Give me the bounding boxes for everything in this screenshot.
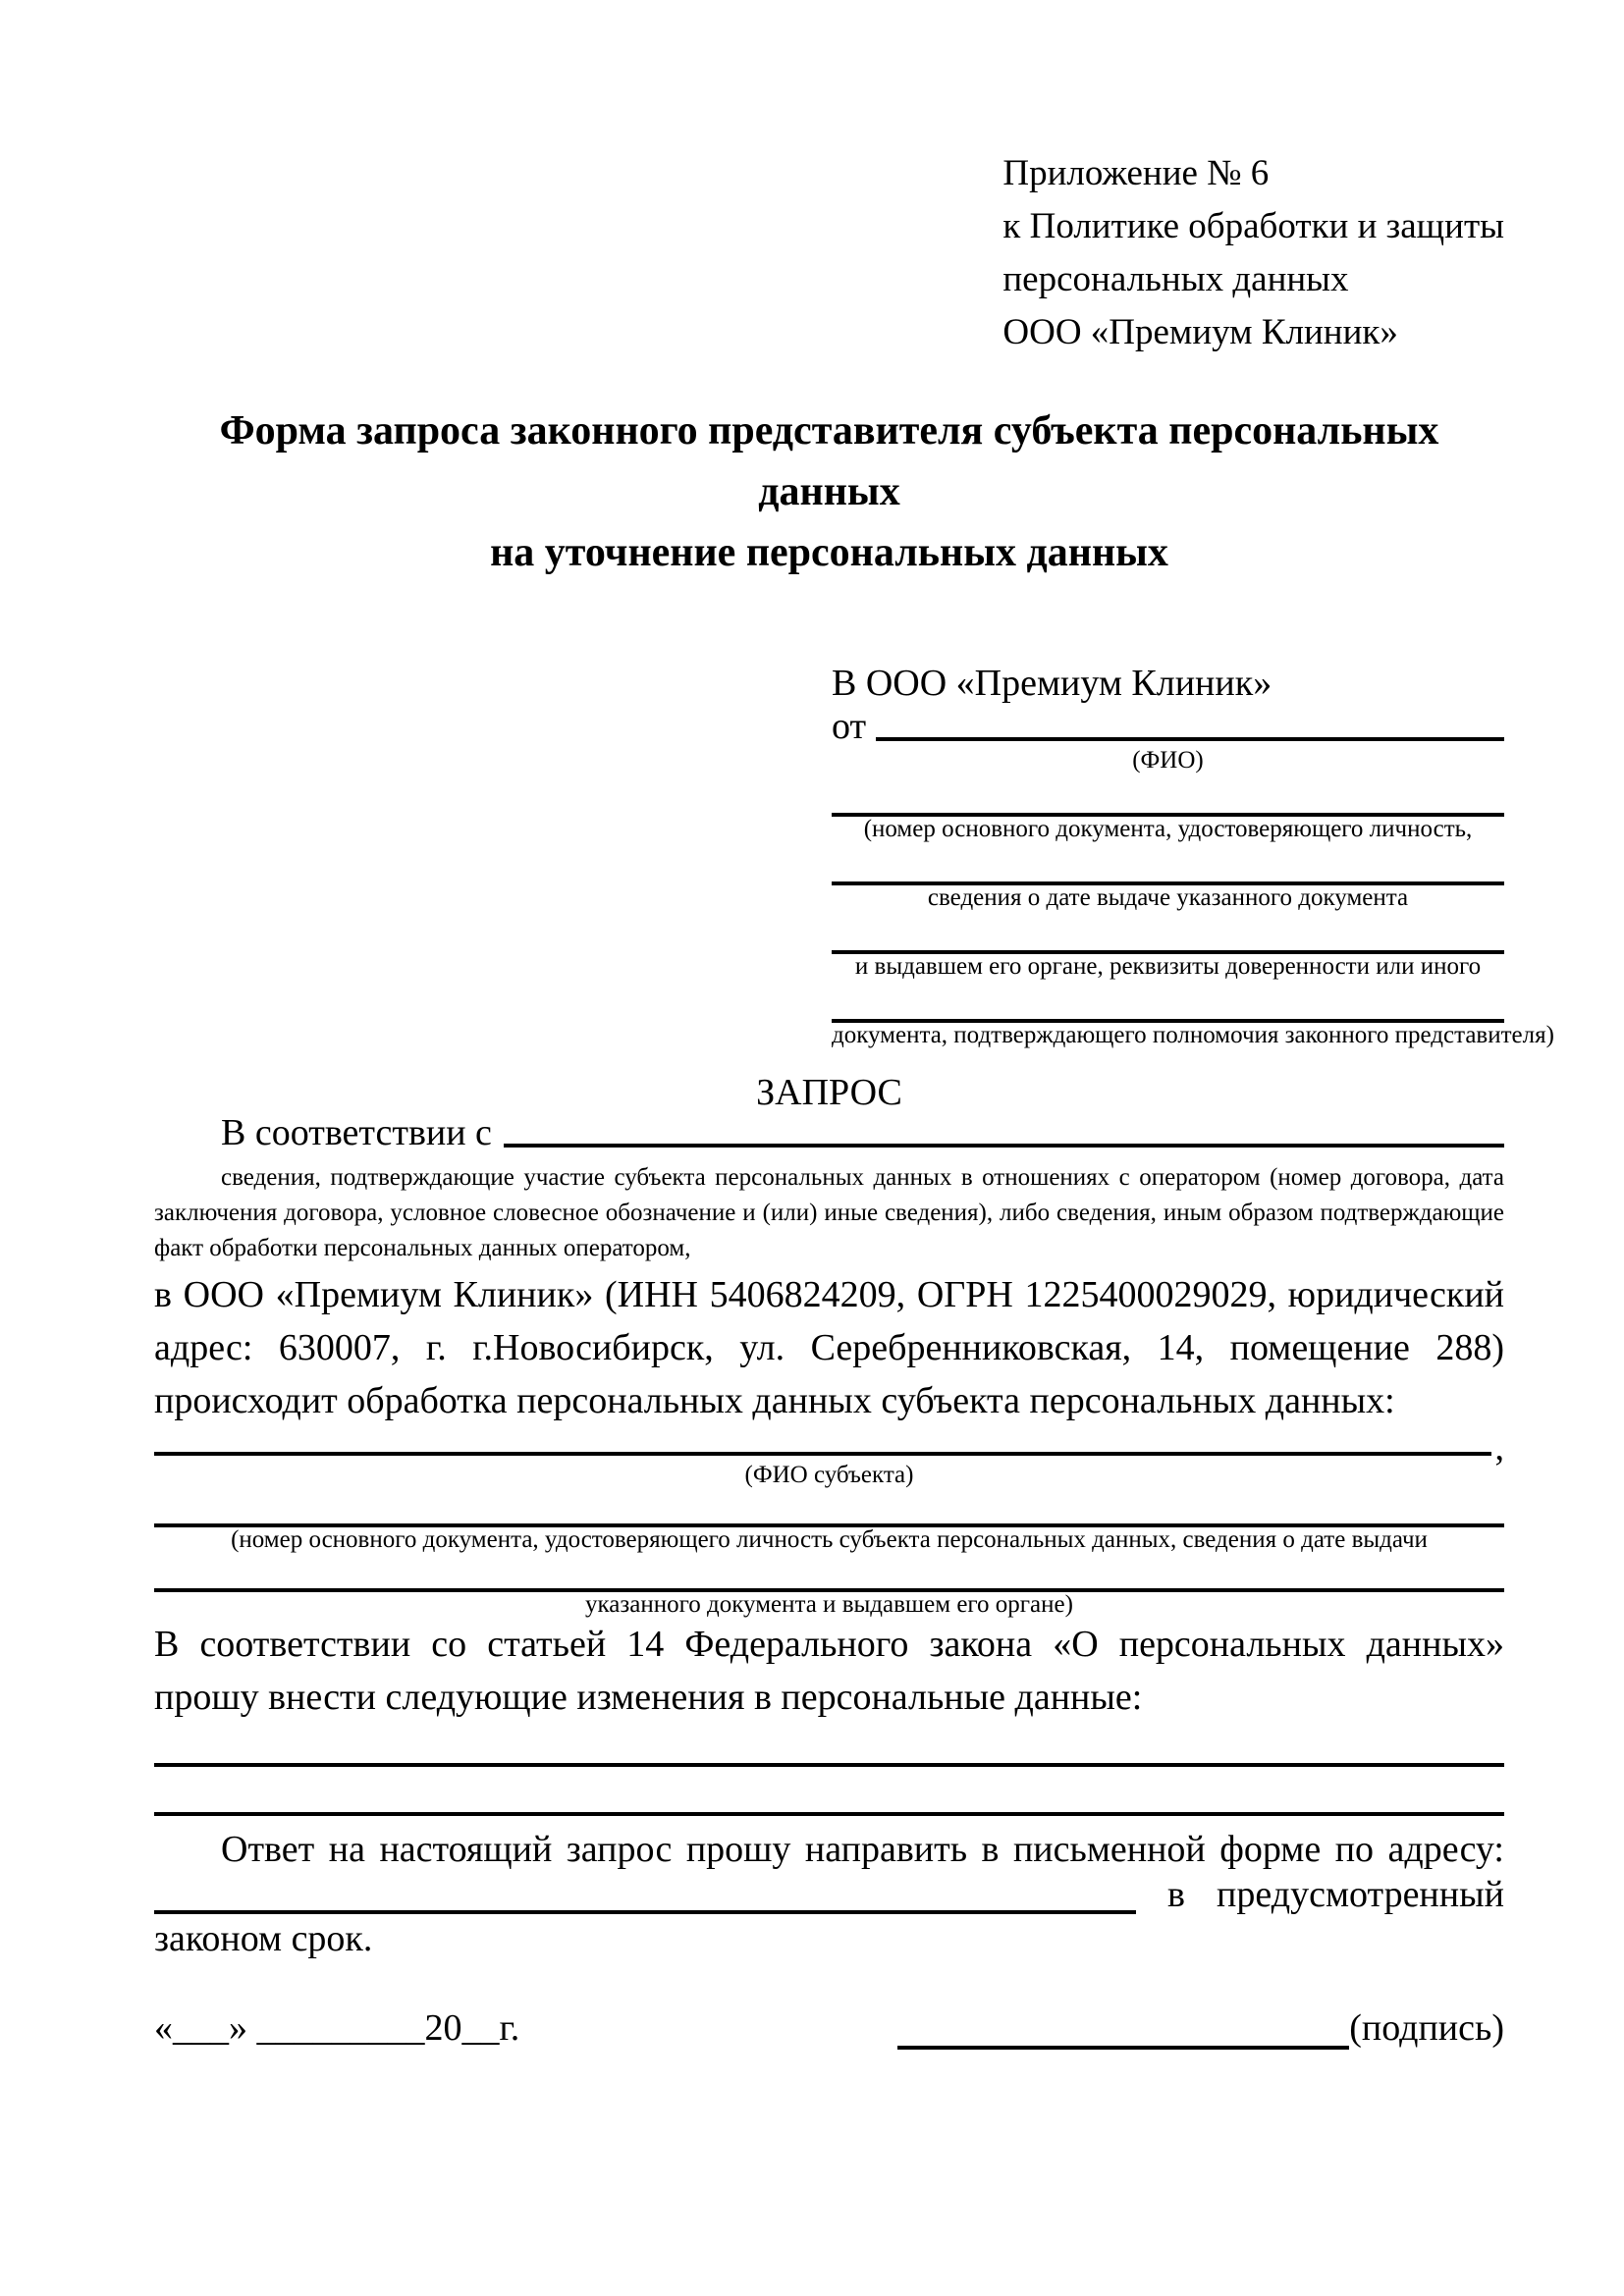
- representative-doc-field: [832, 850, 1504, 911]
- addressee-organization: В ООО «Премиум Клиник»: [832, 663, 1272, 704]
- signature-blank-line: [897, 2012, 1349, 2050]
- annex-header-line: ООО «Премиум Клиник»: [1002, 312, 1398, 352]
- address-blank-line: [154, 1881, 1136, 1914]
- amendment-blank-lines: [154, 1741, 1504, 1816]
- from-field: [832, 707, 1504, 748]
- date-blank: «___» _________20__г.: [154, 2007, 520, 2049]
- subject-fio-blank-line: [154, 1452, 1491, 1456]
- accordance-label: В соответствии с: [221, 1112, 492, 1153]
- addressee-block: [832, 660, 1554, 1048]
- subject-doc-field: [154, 1496, 1504, 1553]
- blank-line: [154, 1741, 1504, 1767]
- document-title-line1: Форма запроса законного представителя субъекта персональных данных: [219, 408, 1439, 514]
- annex-header-line: к Политике обработки и защиты: [1002, 206, 1504, 246]
- subject-doc-field: [154, 1561, 1504, 1618]
- signature-caption: (подпись): [1349, 2007, 1504, 2049]
- blank-line: [154, 1790, 1504, 1816]
- representative-doc-field: [832, 919, 1504, 980]
- operator-paragraph: в ООО «Премиум Клиник» (ИНН 5406824209, ОГРН 1225400029029, юридический адрес: 630007, г. г.Новосибирск, ул. Серебренниковская, 14, помещение 288) происходит обработка персональных данных субъекта персональных данных:: [154, 1274, 1504, 1421]
- answer-word: в: [1167, 1874, 1185, 1915]
- blank-line: [832, 781, 1504, 817]
- annex-header-line: персональных данных: [1002, 259, 1349, 299]
- subject-line-comma: ,: [1494, 1427, 1504, 1468]
- document-title: [154, 400, 1504, 583]
- answer-word: предусмотренный: [1217, 1874, 1504, 1915]
- fio-caption: (ФИО): [1132, 747, 1204, 774]
- answer-sentence: Ответ на настоящий запрос прошу направить в письменной форме по адресу:: [221, 1829, 1504, 1870]
- representative-doc-field: [832, 988, 1554, 1048]
- field-caption: (номер основного документа, удостоверяющего личность,: [863, 816, 1473, 842]
- field-caption: сведения о дате выдаче указанного документа: [927, 884, 1409, 911]
- field-caption: и выдавшем его органе, реквизиты доверенности или иного: [854, 953, 1482, 980]
- signature-field: [897, 2006, 1504, 2050]
- amendment-paragraph: В соответствии со статьей 14 Федерального закона «О персональных данных» прошу внести следующие изменения в персональные данные:: [154, 1624, 1504, 1718]
- annex-header-line: Приложение № 6: [1002, 153, 1270, 193]
- blank-line: [832, 919, 1504, 954]
- from-blank-line: [876, 737, 1504, 741]
- annex-header: [1002, 147, 1504, 359]
- representative-doc-field: [832, 781, 1504, 842]
- from-label: от: [832, 706, 867, 747]
- blank-line: [832, 850, 1504, 885]
- accordance-field: [154, 1112, 1504, 1154]
- blank-line: [154, 1561, 1504, 1592]
- blank-line: [832, 988, 1504, 1023]
- answer-tail: законом срок.: [154, 1918, 373, 1959]
- accordance-blank-line: [504, 1144, 1504, 1148]
- subject-fio-caption: (ФИО субъекта): [744, 1462, 914, 1488]
- date-signature-row: [154, 2006, 1504, 2050]
- accordance-footnote: сведения, подтверждающие участие субъекта персональных данных в отношениях с оператором (номер договора, дата заключения договора, условное словесное обозначение и (или) иные сведения), либо сведения, иным образом подтверждающие факт обработки персональных данных оператором,: [154, 1164, 1504, 1261]
- subject-doc-caption: (номер основного документа, удостоверяющего личность субъекта персональных данных, сведения о дате выдачи: [231, 1526, 1428, 1553]
- field-caption: документа, подтверждающего полномочия законного представителя): [832, 1022, 1554, 1048]
- answer-address-field: [154, 1874, 1504, 1915]
- request-heading: ЗАПРОС: [756, 1072, 902, 1113]
- subject-doc-caption: указанного документа и выдавшем его органе): [585, 1591, 1073, 1618]
- blank-line: [154, 1496, 1504, 1527]
- subject-fio-field: [154, 1427, 1504, 1468]
- document-title-line2: на уточнение персональных данных: [490, 530, 1168, 575]
